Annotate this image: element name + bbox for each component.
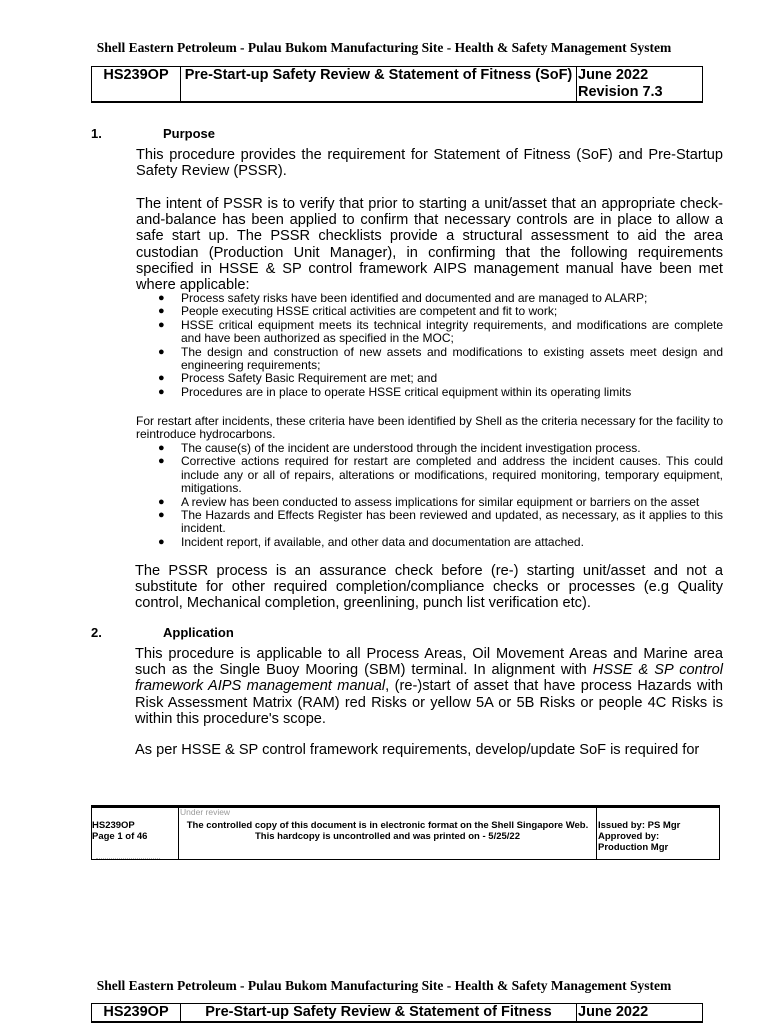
- purpose-paragraph-1: This procedure provides the requirement for Statement of Fitness (SoF) and Pre-Startup Safety Review (PSSR).: [136, 147, 723, 180]
- bullet-icon: ●: [158, 345, 165, 358]
- list-item: ● Process safety risks have been identified and documented and are managed to ALARP;: [158, 291, 648, 305]
- footer-approved-by: Approved by:: [598, 831, 660, 842]
- list-item: ● The design and construction of new assets and modifications to existing assets meet design and engineering requirements;: [158, 344, 723, 373]
- list-item: ● Procedures are in place to operate HSSE critical equipment within its operating limits: [158, 384, 632, 399]
- document-date-page-2: June 2022: [577, 1004, 703, 1023]
- list-item: ● The cause(s) of the incident are understood through the incident investigation process.: [158, 441, 641, 455]
- bullet-icon: ●: [158, 292, 165, 304]
- bullet-icon: ●: [158, 385, 165, 398]
- bullet-icon: ●: [158, 455, 165, 468]
- list-item: ● Incident report, if available, and other data and documentation are attached.: [158, 534, 584, 549]
- list-item: ● People executing HSSE critical activities are competent and fit to work;: [158, 304, 558, 319]
- list-item: ● HSSE critical equipment meets its technical integrity requirements, and modifications are complete and have been authorized as specified in the MOC;: [158, 317, 723, 346]
- footer-approver: Production Mgr: [598, 842, 669, 853]
- pssr-assurance-paragraph: The PSSR process is an assurance check before (re-) starting unit/asset and not a substitute for other required completion/compliance checks or processes (e.g Quality control, Mechanical completion, greenlining, punch list verification etc).: [135, 563, 723, 612]
- footer-issued-by: Issued by: PS Mgr: [598, 820, 681, 831]
- document-revision-number: Revision 7.3: [578, 84, 663, 100]
- bullet-icon: ●: [158, 535, 165, 548]
- bullet-icon: ●: [158, 442, 165, 454]
- footer-divider: [96, 858, 160, 861]
- document-code-page-2: HS239OP: [92, 1004, 181, 1023]
- bullet-icon: ●: [158, 305, 165, 318]
- bullet-icon: ●: [158, 509, 165, 522]
- section-heading-application: Application: [163, 625, 234, 640]
- document-title: Pre-Start-up Safety Review & Statement of Fitness (SoF): [181, 67, 577, 103]
- section-number-purpose: 1.: [91, 126, 102, 141]
- list-item: ● A review has been conducted to assess implications for similar equipment or barriers on the asset: [158, 494, 700, 509]
- document-date: June 2022: [578, 67, 649, 83]
- footer-notice: [179, 808, 597, 859]
- list-item: ● Process Safety Basic Requirement are met; and: [158, 371, 438, 386]
- document-code: HS239OP: [92, 67, 181, 103]
- bullet-icon: ●: [158, 318, 165, 331]
- restart-criteria-list: [136, 442, 723, 549]
- requirements-list: [136, 292, 723, 399]
- section-heading-purpose: Purpose: [163, 126, 216, 141]
- page-footer: [91, 805, 720, 860]
- footer-notice-line-2: This hardcopy is uncontrolled and was printed on - 5/25/22: [255, 831, 520, 842]
- section-number-application: 2.: [91, 625, 102, 640]
- document-revision: [577, 67, 703, 103]
- document-header-table: [91, 66, 703, 103]
- bullet-icon: ●: [158, 372, 165, 385]
- footer-doc-info: [92, 808, 179, 859]
- bullet-icon: ●: [158, 495, 165, 508]
- footer-page-number: Page 1 of 46: [92, 831, 148, 842]
- purpose-paragraph-2: The intent of PSSR is to verify that prior to starting a unit/asset that an appropriate check-and-balance has been applied to confirm that necessary controls are in place to allow a safe start up. The PSSR checklists provide a structural assessment to aid the area custodian (Production Unit Manager), in confirming that the following requirements specified in HSSE & SP control framework AIPS management manual have been met where applicable:: [136, 196, 723, 294]
- list-item: ● Corrective actions required for restart are completed and address the incident causes. This could include any or all of repairs, alterations or modifications, required monitoring, temporary equipment, mitigations.: [158, 454, 723, 496]
- footer-notice-line-1: The controlled copy of this document is in electronic format on the Shell Singapore Web.: [186, 820, 589, 831]
- list-item: ● The Hazards and Effects Register has been reviewed and updated, as necessary, as it applies to this incident.: [158, 508, 723, 536]
- footer-code: HS239OP: [92, 820, 135, 831]
- document-header-table-page-2: [91, 1003, 703, 1023]
- site-title: Shell Eastern Petroleum - Pulau Bukom Manufacturing Site - Health & Safety Management System: [96, 40, 672, 55]
- restart-criteria-paragraph: For restart after incidents, these criteria have been identified by Shell as the criteria necessary for the facility to reintroduce hydrocarbons.: [136, 414, 723, 442]
- application-paragraph-2: As per HSSE & SP control framework requirements, develop/update SoF is required for: [135, 742, 700, 758]
- site-title-page-2: Shell Eastern Petroleum - Pulau Bukom Manufacturing Site - Health & Safety Management System: [96, 978, 672, 993]
- aips-manual-reference: HSSE & SP control framework AIPS management manual: [135, 662, 724, 695]
- footer-approvals: [597, 808, 719, 859]
- document-title-page-2: Pre-Start-up Safety Review & Statement of Fitness: [181, 1004, 577, 1023]
- under-review-watermark: Under review: [180, 807, 231, 817]
- application-paragraph-1: This procedure is applicable to all Process Areas, Oil Movement Areas and Marine area such as the Single Buoy Mooring (SBM) terminal. In alignment with HSSE & SP control framework AIPS management manual, (re-)start of asset that have process Hazards with Risk Assessment Matrix (RAM) red Risks or yellow 5A or 5B Risks or people 4C Risks is within this procedure's scope.: [135, 646, 724, 727]
